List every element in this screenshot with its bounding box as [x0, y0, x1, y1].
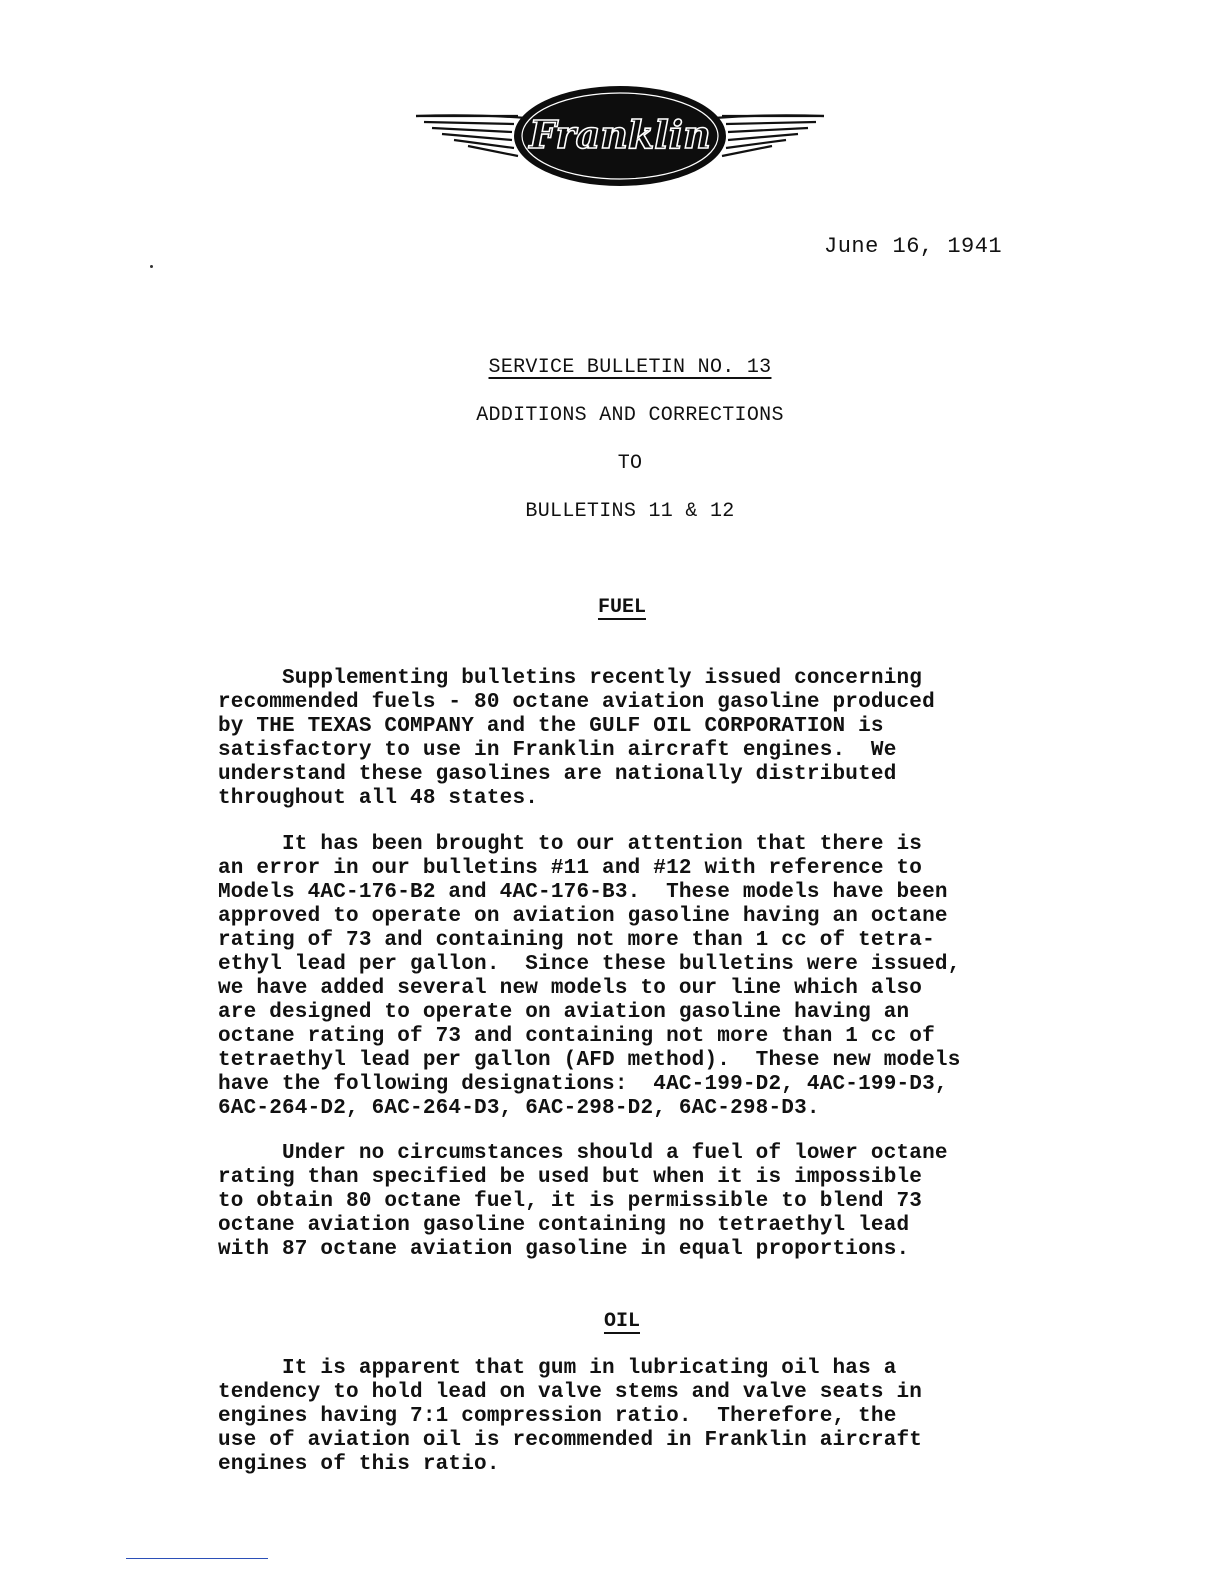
logo-wordmark: Franklin: [529, 112, 711, 157]
subtitle-line-3: BULLETINS 11 & 12: [525, 500, 735, 523]
fuel-paragraph-2: It has been brought to our attention that there is an error in our bulletins #11 and #12 with reference to Models 4AC-176-B2 and 4AC-176-B3. These models have been approved to operate on aviation gasoline having an octane rating of 73 and containing not more than 1 cc of tetra- ethyl lead per gallon. Since these bulletins were issued, we have added several new models to our line which also are designed to operate on aviation gasoline having an octane rating of 73 and containing not more than 1 cc of tetraethyl lead per gallon (AFD method). These new models have the following designations: 4AC-199-D2, 4AC-199-D3, 6AC-264-D2, 6AC-264-D3, 6AC-298-D2, 6AC-298-D3.: [218, 833, 961, 1120]
fuel-paragraph-3: Under no circumstances should a fuel of lower octane rating than specified be used but when it is impossible to obtain 80 octane fuel, it is permissible to blend 73 octane aviation gasoline containing no tetraethyl lead with 87 octane aviation gasoline in equal proportions.: [218, 1142, 948, 1261]
oil-paragraph-1: It is apparent that gum in lubricating oil has a tendency to hold lead on valve stems and valve seats in engines having 7:1 compression ratio. Therefore, the use of aviation oil is recommended in Franklin aircraft engines of this ratio.: [218, 1357, 923, 1476]
document-date: June 16, 1941: [824, 234, 1003, 259]
franklin-winged-logo: [414, 84, 826, 214]
oil-heading: OIL: [603, 1310, 640, 1333]
subtitle-line-1: ADDITIONS AND CORRECTIONS: [476, 404, 784, 427]
footer-rule: [126, 1558, 268, 1559]
subtitle-line-2: TO: [617, 452, 643, 475]
fuel-heading: FUEL: [597, 596, 646, 619]
left-wing-icon: [416, 115, 526, 156]
bulletin-number: SERVICE BULLETIN NO. 13: [488, 356, 772, 379]
right-wing-icon: [714, 115, 824, 156]
fuel-paragraph-1: Supplementing bulletins recently issued concerning recommended fuels - 80 octane aviation gasoline produced by THE TEXAS COMPANY and the GULF OIL CORPORATION is satisfactory to use in Franklin aircraft engines. We understand these gasolines are nationally distributed throughout all 48 states.: [218, 667, 935, 810]
stray-mark: [150, 265, 153, 268]
bulletin-title: [0, 356, 1224, 379]
